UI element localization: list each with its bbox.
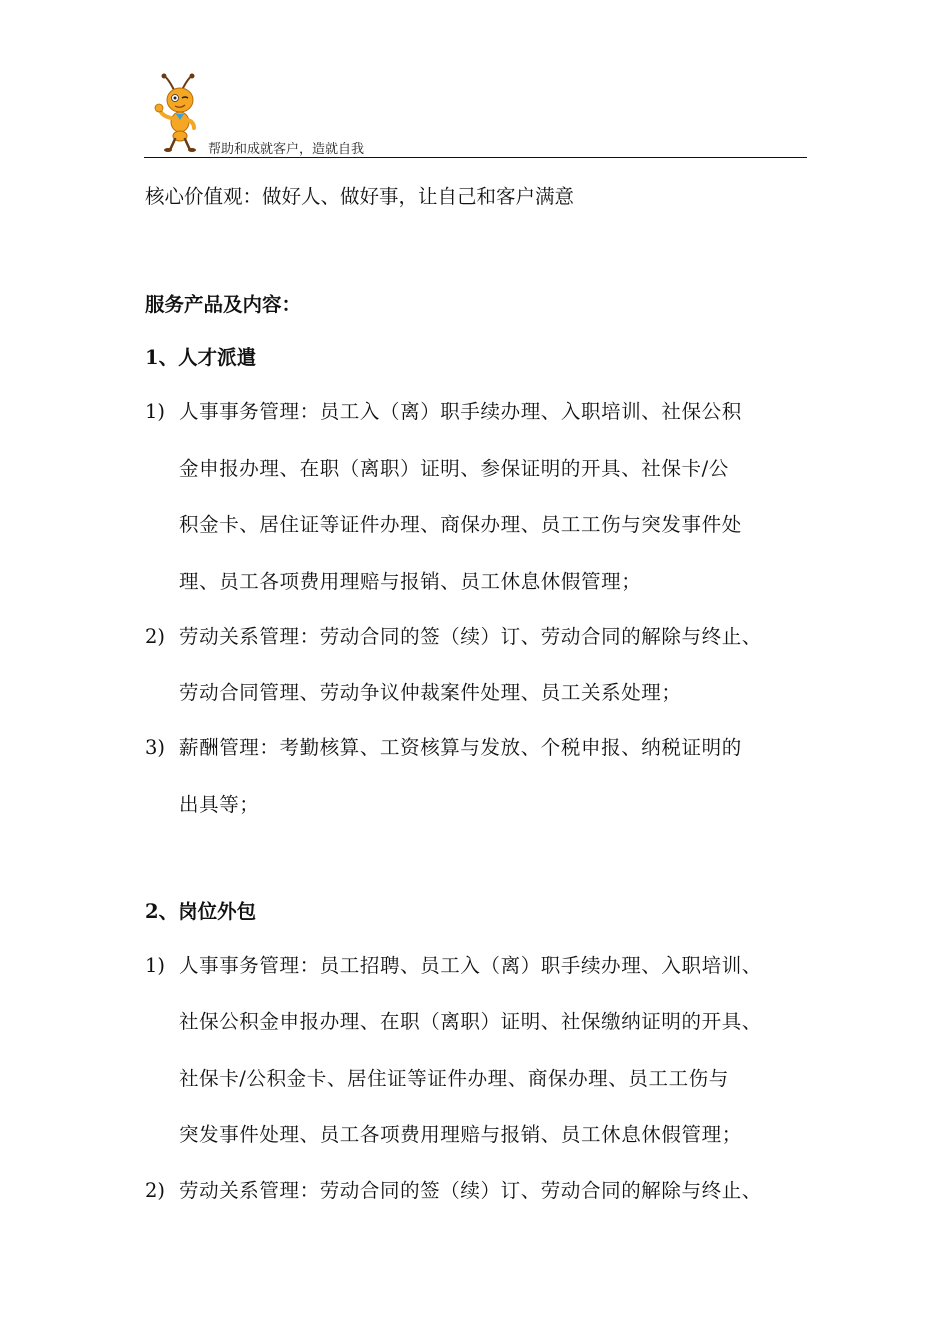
section2-item1-line: 社保公积金申报办理、在职（离职）证明、社保缴纳证明的开具、 — [179, 1010, 762, 1033]
section2-title: 2、岗位外包 — [145, 900, 257, 923]
section1-item1-line: 理、员工各项费用理赔与报销、员工休息休假管理； — [179, 570, 642, 593]
header-slogan: 帮助和成就客户，造就自我 — [208, 142, 365, 157]
section2-item2-line: 劳动关系管理：劳动合同的签（续）订、劳动合同的解除与终止、 — [179, 1179, 762, 1202]
section1-item2-number: 2) — [145, 625, 166, 648]
section1-item3-line: 薪酬管理：考勤核算、工资核算与发放、个税申报、纳税证明的 — [179, 736, 742, 759]
section2-item1-line: 突发事件处理、员工各项费用理赔与报销、员工休息休假管理； — [179, 1123, 742, 1146]
page-header — [144, 66, 807, 158]
header-divider — [144, 157, 807, 158]
section1-item2-line: 劳动合同管理、劳动争议仲裁案件处理、员工关系处理； — [179, 681, 682, 704]
section1-item1-line: 人事事务管理：员工入（离）职手续办理、入职培训、社保公积 — [179, 400, 742, 423]
section2-item1-line: 社保卡/公积金卡、居住证等证件办理、商保办理、员工工伤与 — [179, 1067, 729, 1090]
section2-item1-line: 人事事务管理：员工招聘、员工入（离）职手续办理、入职培训、 — [179, 954, 762, 977]
services-heading: 服务产品及内容： — [145, 293, 302, 316]
section1-item1-line: 积金卡、居住证等证件办理、商保办理、员工工伤与突发事件处 — [179, 513, 742, 536]
section1-item2-line: 劳动关系管理：劳动合同的签（续）订、劳动合同的解除与终止、 — [179, 625, 762, 648]
section1-item3-number: 3) — [145, 736, 166, 759]
section2-item2-number: 2) — [145, 1179, 166, 1202]
ant-mascot-logo — [150, 72, 206, 152]
core-values: 核心价值观：做好人、做好事，让自己和客户满意 — [145, 185, 575, 208]
section1-item1-line: 金申报办理、在职（离职）证明、参保证明的开具、社保卡/公 — [179, 457, 729, 480]
section1-title: 1、人才派遣 — [145, 346, 257, 369]
section1-item1-number: 1) — [145, 400, 166, 423]
section2-item1-number: 1) — [145, 954, 166, 977]
section1-item3-line: 出具等； — [179, 793, 260, 816]
